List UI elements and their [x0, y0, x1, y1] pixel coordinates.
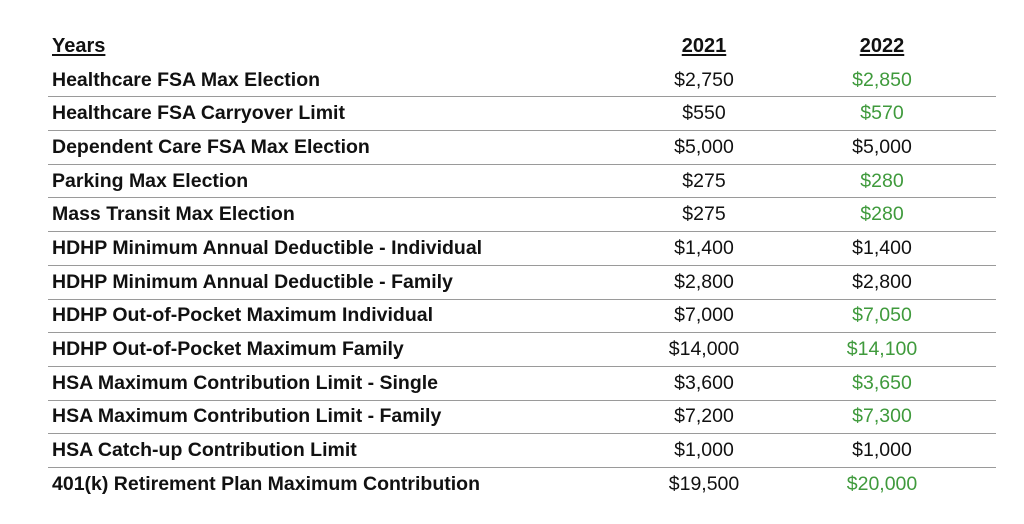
value-2022: $570: [860, 102, 904, 125]
row-label: Mass Transit Max Election: [52, 203, 295, 226]
value-2022: $2,800: [852, 270, 912, 293]
value-2021: $275: [682, 169, 726, 192]
value-2021: $3,600: [674, 371, 734, 394]
table-row: [48, 97, 996, 131]
table-row: [48, 468, 996, 502]
value-2021: $7,000: [674, 304, 734, 327]
row-label: Dependent Care FSA Max Election: [52, 135, 370, 158]
value-2021: $14,000: [668, 338, 740, 361]
value-2021: $19,500: [668, 473, 740, 496]
value-2022: $3,650: [852, 371, 912, 394]
year-2021-column-header: 2021: [681, 35, 727, 58]
row-label: HDHP Out-of-Pocket Maximum Individual: [52, 304, 434, 327]
table-row: [48, 300, 996, 334]
value-2022: $280: [860, 203, 904, 226]
value-2022: $2,850: [852, 68, 912, 91]
row-label: HSA Catch-up Contribution Limit: [52, 439, 357, 462]
value-2021: $2,800: [674, 270, 734, 293]
table-row: [48, 232, 996, 266]
row-label: Parking Max Election: [52, 169, 249, 192]
row-label: Healthcare FSA Carryover Limit: [52, 102, 345, 125]
value-2021: $1,400: [674, 236, 734, 259]
table-row: [48, 434, 996, 468]
value-2022: $5,000: [852, 135, 912, 158]
table-row: [48, 165, 996, 199]
year-2022-column-header: 2022: [859, 35, 905, 58]
row-label: HDHP Out-of-Pocket Maximum Family: [52, 338, 404, 361]
row-label: 401(k) Retirement Plan Maximum Contribution: [52, 473, 480, 496]
value-2021: $7,200: [674, 405, 734, 428]
value-2022: $280: [860, 169, 904, 192]
years-column-header: Years: [52, 35, 106, 58]
value-2021: $1,000: [674, 439, 734, 462]
table-row: [48, 198, 996, 232]
value-2021: $5,000: [674, 135, 734, 158]
table-row: [48, 401, 996, 435]
value-2022: $1,000: [852, 439, 912, 462]
value-2021: $550: [682, 102, 726, 125]
value-2022: $1,400: [852, 236, 912, 259]
table-row: [48, 131, 996, 165]
row-label: HSA Maximum Contribution Limit - Family: [52, 405, 442, 428]
value-2021: $275: [682, 203, 726, 226]
table-row: [48, 266, 996, 300]
table-header-row: [48, 30, 996, 64]
table-row: [48, 64, 996, 98]
row-label: HDHP Minimum Annual Deductible - Individual: [52, 236, 483, 259]
table-row: [48, 333, 996, 367]
row-label: HSA Maximum Contribution Limit - Single: [52, 371, 439, 394]
value-2021: $2,750: [674, 68, 734, 91]
value-2022: $14,100: [846, 338, 918, 361]
row-label: Healthcare FSA Max Election: [52, 68, 321, 91]
table-body: [48, 64, 996, 502]
row-label: HDHP Minimum Annual Deductible - Family: [52, 270, 453, 293]
value-2022: $20,000: [846, 473, 918, 496]
value-2022: $7,300: [852, 405, 912, 428]
value-2022: $7,050: [852, 304, 912, 327]
table-row: [48, 367, 996, 401]
benefit-limits-table: [48, 30, 996, 502]
